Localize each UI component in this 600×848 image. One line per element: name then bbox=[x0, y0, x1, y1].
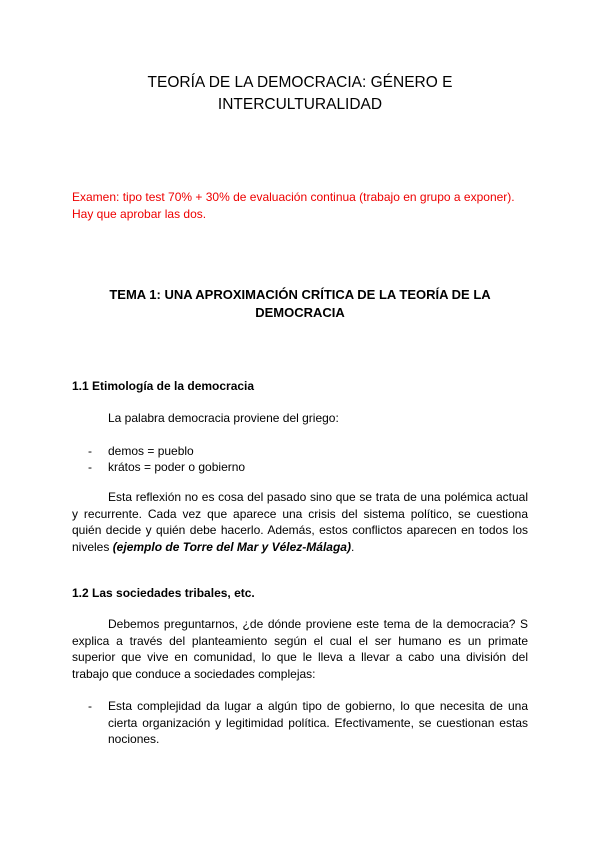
section-1-1-heading: 1.1 Etimología de la democracia bbox=[72, 379, 255, 393]
document-title bbox=[72, 72, 528, 116]
exam-note bbox=[72, 189, 532, 222]
list-item-text: demos = pueblo bbox=[108, 444, 194, 458]
exam-note-line-1: Examen: tipo test 70% + 30% de evaluación continua (trabajo en grupo a exponer). bbox=[72, 190, 515, 204]
document-title-line-2: INTERCULTURALIDAD bbox=[217, 96, 383, 113]
section-1-2-heading: 1.2 Las sociedades tribales, etc. bbox=[72, 586, 255, 600]
section-1-1-intro: La palabra democracia proviene del griego: bbox=[108, 411, 339, 425]
section-1-2-paragraph: Debemos preguntarnos, ¿de dónde proviene este tema de la democracia? S explica a través del planteamiento según el cual el ser humano es un primate superior que vive en comunidad, lo que le lleva a llevar a cabo una división del trabajo que conduce a sociedades complejas: bbox=[72, 617, 528, 681]
tema-1-title-line-2: DEMOCRACIA bbox=[255, 305, 345, 320]
paragraph-text: Esta reflexión no es cosa del pasado sino que se trata de una polémica actual y recurrente. Cada vez que aparece una crisis del sistema político, se cuestiona quién decide y quién debe hacerlo. Además, estos conflictos aparecen en todos los niveles bbox=[72, 490, 528, 554]
list-item bbox=[72, 698, 528, 748]
list-item bbox=[72, 443, 528, 460]
tema-1-title-line-1: TEMA 1: UNA APROXIMACIÓN CRÍTICA DE LA TEORÍA DE LA bbox=[109, 287, 491, 302]
paragraph-emphasis: (ejemplo de Torre del Mar y Vélez-Málaga) bbox=[112, 539, 351, 554]
exam-note-line-2: Hay que aprobar las dos. bbox=[72, 206, 207, 221]
list-dash: - bbox=[88, 460, 92, 474]
document-title-line-1: TEORÍA DE LA DEMOCRACIA: GÉNERO E bbox=[147, 74, 453, 91]
list-dash: - bbox=[88, 444, 92, 458]
list-item-text: Esta complejidad da lugar a algún tipo de gobierno, lo que necesita de una cierta organización y legitimidad política. Efectivamente, se cuestionan estas nociones. bbox=[108, 699, 528, 746]
list-item bbox=[72, 459, 528, 476]
section-1-1-paragraph bbox=[72, 489, 528, 555]
list-item-text: krátos = poder o gobierno bbox=[108, 460, 246, 474]
list-dash: - bbox=[88, 699, 92, 713]
paragraph-end: . bbox=[350, 539, 355, 554]
tema-1-title bbox=[72, 286, 528, 322]
